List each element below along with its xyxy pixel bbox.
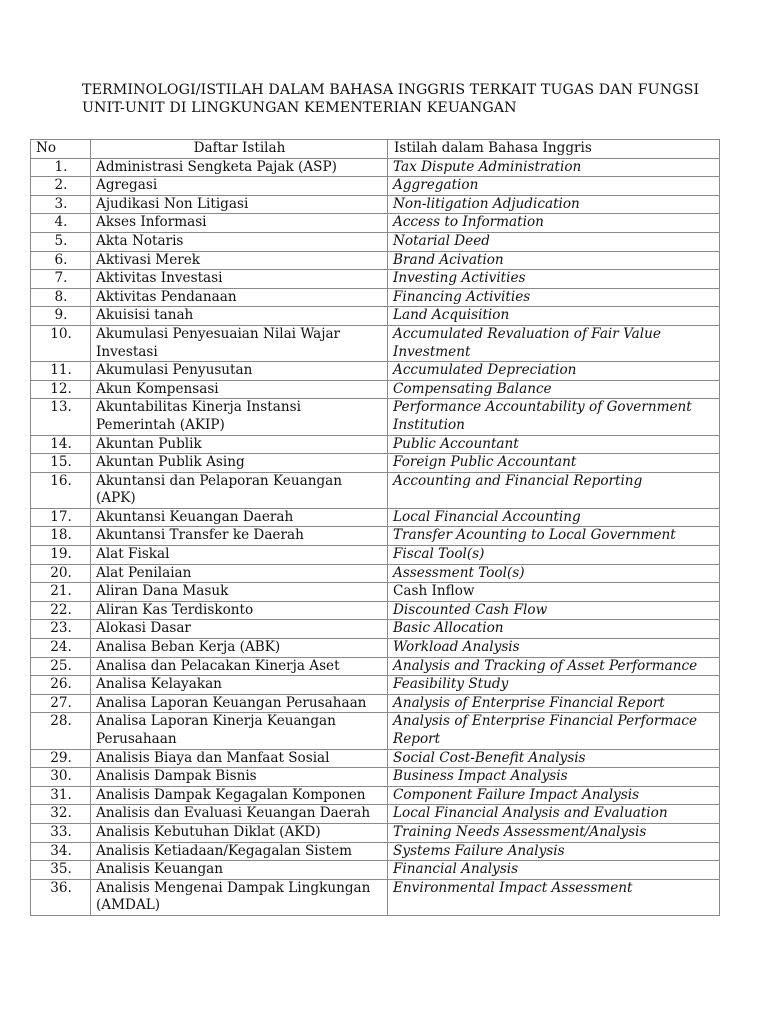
- row-term: Analisa Beban Kerja (ABK): [91, 639, 388, 658]
- table-row: [31, 657, 720, 676]
- row-term: Aktivitas Investasi: [91, 270, 388, 289]
- row-term: Analisis Ketiadaan/Kegagalan Sistem: [91, 842, 388, 861]
- row-english-term: Analysis and Tracking of Asset Performance: [388, 657, 720, 676]
- row-term: Akuntabilitas Kinerja Instansi Pemerintah (AKIP): [91, 399, 388, 435]
- row-number: 24.: [31, 639, 91, 658]
- table-row: [31, 768, 720, 787]
- row-term: Analisis Dampak Kegagalan Komponen: [91, 786, 388, 805]
- table-row: [31, 380, 720, 399]
- table-row: [31, 472, 720, 508]
- table-row: [31, 676, 720, 695]
- row-english-term: Aggregation: [388, 177, 720, 196]
- row-english-term: Local Financial Accounting: [388, 508, 720, 527]
- row-number: 9.: [31, 307, 91, 326]
- table-row: [31, 639, 720, 658]
- row-number: 34.: [31, 842, 91, 861]
- table-body: [31, 158, 720, 915]
- row-english-term: Fiscal Tool(s): [388, 546, 720, 565]
- document-title: [82, 81, 722, 117]
- row-english-term: Land Acquisition: [388, 307, 720, 326]
- table-row: [31, 158, 720, 177]
- table-row: [31, 307, 720, 326]
- row-english-term: Analysis of Enterprise Financial Performace Report: [388, 713, 720, 749]
- row-number: 31.: [31, 786, 91, 805]
- row-english-term: Discounted Cash Flow: [388, 601, 720, 620]
- row-term: Analisa dan Pelacakan Kinerja Aset: [91, 657, 388, 676]
- table-row: [31, 214, 720, 233]
- table-row: [31, 805, 720, 824]
- table-row: [31, 270, 720, 289]
- row-number: 28.: [31, 713, 91, 749]
- row-term: Analisa Laporan Kinerja Keuangan Perusahaan: [91, 713, 388, 749]
- row-english-term: Analysis of Enterprise Financial Report: [388, 694, 720, 713]
- row-number: 12.: [31, 380, 91, 399]
- row-number: 6.: [31, 251, 91, 270]
- row-number: 22.: [31, 601, 91, 620]
- table-row: [31, 251, 720, 270]
- row-english-term: Access to Information: [388, 214, 720, 233]
- row-term: Aktivasi Merek: [91, 251, 388, 270]
- row-term: Analisis Kebutuhan Diklat (AKD): [91, 823, 388, 842]
- header-english: Istilah dalam Bahasa Inggris: [388, 140, 720, 159]
- table-row: [31, 749, 720, 768]
- table-row: [31, 823, 720, 842]
- table-row: [31, 583, 720, 602]
- row-number: 21.: [31, 583, 91, 602]
- row-term: Ajudikasi Non Litigasi: [91, 195, 388, 214]
- row-english-term: Local Financial Analysis and Evaluation: [388, 805, 720, 824]
- header-no: No: [31, 140, 91, 159]
- row-english-term: Notarial Deed: [388, 232, 720, 251]
- table-header-row: [31, 140, 720, 159]
- row-english-term: Tax Dispute Administration: [388, 158, 720, 177]
- table-row: [31, 399, 720, 435]
- row-number: 14.: [31, 435, 91, 454]
- row-number: 27.: [31, 694, 91, 713]
- row-english-term: Non-litigation Adjudication: [388, 195, 720, 214]
- row-number: 4.: [31, 214, 91, 233]
- row-english-term: Systems Failure Analysis: [388, 842, 720, 861]
- row-term: Aktivitas Pendanaan: [91, 288, 388, 307]
- row-term: Akuntansi Transfer ke Daerah: [91, 527, 388, 546]
- table-row: [31, 601, 720, 620]
- header-term: Daftar Istilah: [91, 140, 388, 159]
- table-row: [31, 713, 720, 749]
- row-number: 5.: [31, 232, 91, 251]
- row-english-term: Foreign Public Accountant: [388, 454, 720, 473]
- row-term: Analisa Kelayakan: [91, 676, 388, 695]
- row-english-term: Training Needs Assessment/Analysis: [388, 823, 720, 842]
- table-row: [31, 842, 720, 861]
- row-number: 15.: [31, 454, 91, 473]
- table-row: [31, 694, 720, 713]
- table-row: [31, 879, 720, 915]
- row-english-term: Transfer Acounting to Local Government: [388, 527, 720, 546]
- row-term: Akuntansi Keuangan Daerah: [91, 508, 388, 527]
- table-row: [31, 620, 720, 639]
- row-number: 18.: [31, 527, 91, 546]
- row-english-term: Financing Activities: [388, 288, 720, 307]
- row-english-term: Compensating Balance: [388, 380, 720, 399]
- row-number: 3.: [31, 195, 91, 214]
- row-number: 30.: [31, 768, 91, 787]
- row-english-term: Basic Allocation: [388, 620, 720, 639]
- row-term: Akun Kompensasi: [91, 380, 388, 399]
- row-english-term: Financial Analysis: [388, 861, 720, 880]
- row-number: 26.: [31, 676, 91, 695]
- row-term: Akumulasi Penyesuaian Nilai Wajar Investasi: [91, 325, 388, 361]
- row-number: 17.: [31, 508, 91, 527]
- row-term: Alokasi Dasar: [91, 620, 388, 639]
- row-number: 13.: [31, 399, 91, 435]
- row-term: Akumulasi Penyusutan: [91, 362, 388, 381]
- row-term: Alat Fiskal: [91, 546, 388, 565]
- row-number: 11.: [31, 362, 91, 381]
- row-number: 35.: [31, 861, 91, 880]
- row-number: 8.: [31, 288, 91, 307]
- row-term: Akta Notaris: [91, 232, 388, 251]
- table-row: [31, 232, 720, 251]
- row-term: Akuntan Publik: [91, 435, 388, 454]
- table-row: [31, 527, 720, 546]
- row-number: 29.: [31, 749, 91, 768]
- table-row: [31, 564, 720, 583]
- table-row: [31, 454, 720, 473]
- row-term: Agregasi: [91, 177, 388, 196]
- row-english-term: Cash Inflow: [388, 583, 720, 602]
- row-number: 33.: [31, 823, 91, 842]
- row-english-term: Feasibility Study: [388, 676, 720, 695]
- table-row: [31, 177, 720, 196]
- row-english-term: Environmental Impact Assessment: [388, 879, 720, 915]
- row-number: 2.: [31, 177, 91, 196]
- table-row: [31, 546, 720, 565]
- row-term: Akuntansi dan Pelaporan Keuangan (APK): [91, 472, 388, 508]
- row-number: 19.: [31, 546, 91, 565]
- row-number: 1.: [31, 158, 91, 177]
- row-term: Aliran Kas Terdiskonto: [91, 601, 388, 620]
- row-english-term: Accumulated Revaluation of Fair Value Investment: [388, 325, 720, 361]
- row-english-term: Accounting and Financial Reporting: [388, 472, 720, 508]
- table-row: [31, 362, 720, 381]
- title-line-2: UNIT-UNIT DI LINGKUNGAN KEMENTERIAN KEUANGAN: [82, 100, 517, 116]
- table-row: [31, 325, 720, 361]
- row-term: Aliran Dana Masuk: [91, 583, 388, 602]
- row-number: 16.: [31, 472, 91, 508]
- row-term: Analisis dan Evaluasi Keuangan Daerah: [91, 805, 388, 824]
- row-english-term: Social Cost-Benefit Analysis: [388, 749, 720, 768]
- table-row: [31, 861, 720, 880]
- row-term: Analisa Laporan Keuangan Perusahaan: [91, 694, 388, 713]
- row-english-term: Investing Activities: [388, 270, 720, 289]
- row-english-term: Public Accountant: [388, 435, 720, 454]
- table-row: [31, 435, 720, 454]
- row-english-term: Accumulated Depreciation: [388, 362, 720, 381]
- row-english-term: Performance Accountability of Government Institution: [388, 399, 720, 435]
- row-term: Akuntan Publik Asing: [91, 454, 388, 473]
- table-row: [31, 195, 720, 214]
- row-english-term: Component Failure Impact Analysis: [388, 786, 720, 805]
- row-term: Akuisisi tanah: [91, 307, 388, 326]
- row-english-term: Assessment Tool(s): [388, 564, 720, 583]
- row-term: Analisis Dampak Bisnis: [91, 768, 388, 787]
- row-number: 7.: [31, 270, 91, 289]
- row-english-term: Workload Analysis: [388, 639, 720, 658]
- row-english-term: Brand Acivation: [388, 251, 720, 270]
- row-term: Akses Informasi: [91, 214, 388, 233]
- row-term: Alat Penilaian: [91, 564, 388, 583]
- table-row: [31, 508, 720, 527]
- terminology-table: [30, 139, 720, 916]
- row-term: Administrasi Sengketa Pajak (ASP): [91, 158, 388, 177]
- row-term: Analisis Mengenai Dampak Lingkungan (AMDAL): [91, 879, 388, 915]
- row-number: 32.: [31, 805, 91, 824]
- row-term: Analisis Keuangan: [91, 861, 388, 880]
- row-number: 10.: [31, 325, 91, 361]
- row-number: 23.: [31, 620, 91, 639]
- row-number: 25.: [31, 657, 91, 676]
- row-english-term: Business Impact Analysis: [388, 768, 720, 787]
- row-number: 20.: [31, 564, 91, 583]
- row-term: Analisis Biaya dan Manfaat Sosial: [91, 749, 388, 768]
- table-row: [31, 786, 720, 805]
- table-row: [31, 288, 720, 307]
- title-line-1: TERMINOLOGI/ISTILAH DALAM BAHASA INGGRIS TERKAIT TUGAS DAN FUNGSI: [82, 82, 700, 98]
- row-number: 36.: [31, 879, 91, 915]
